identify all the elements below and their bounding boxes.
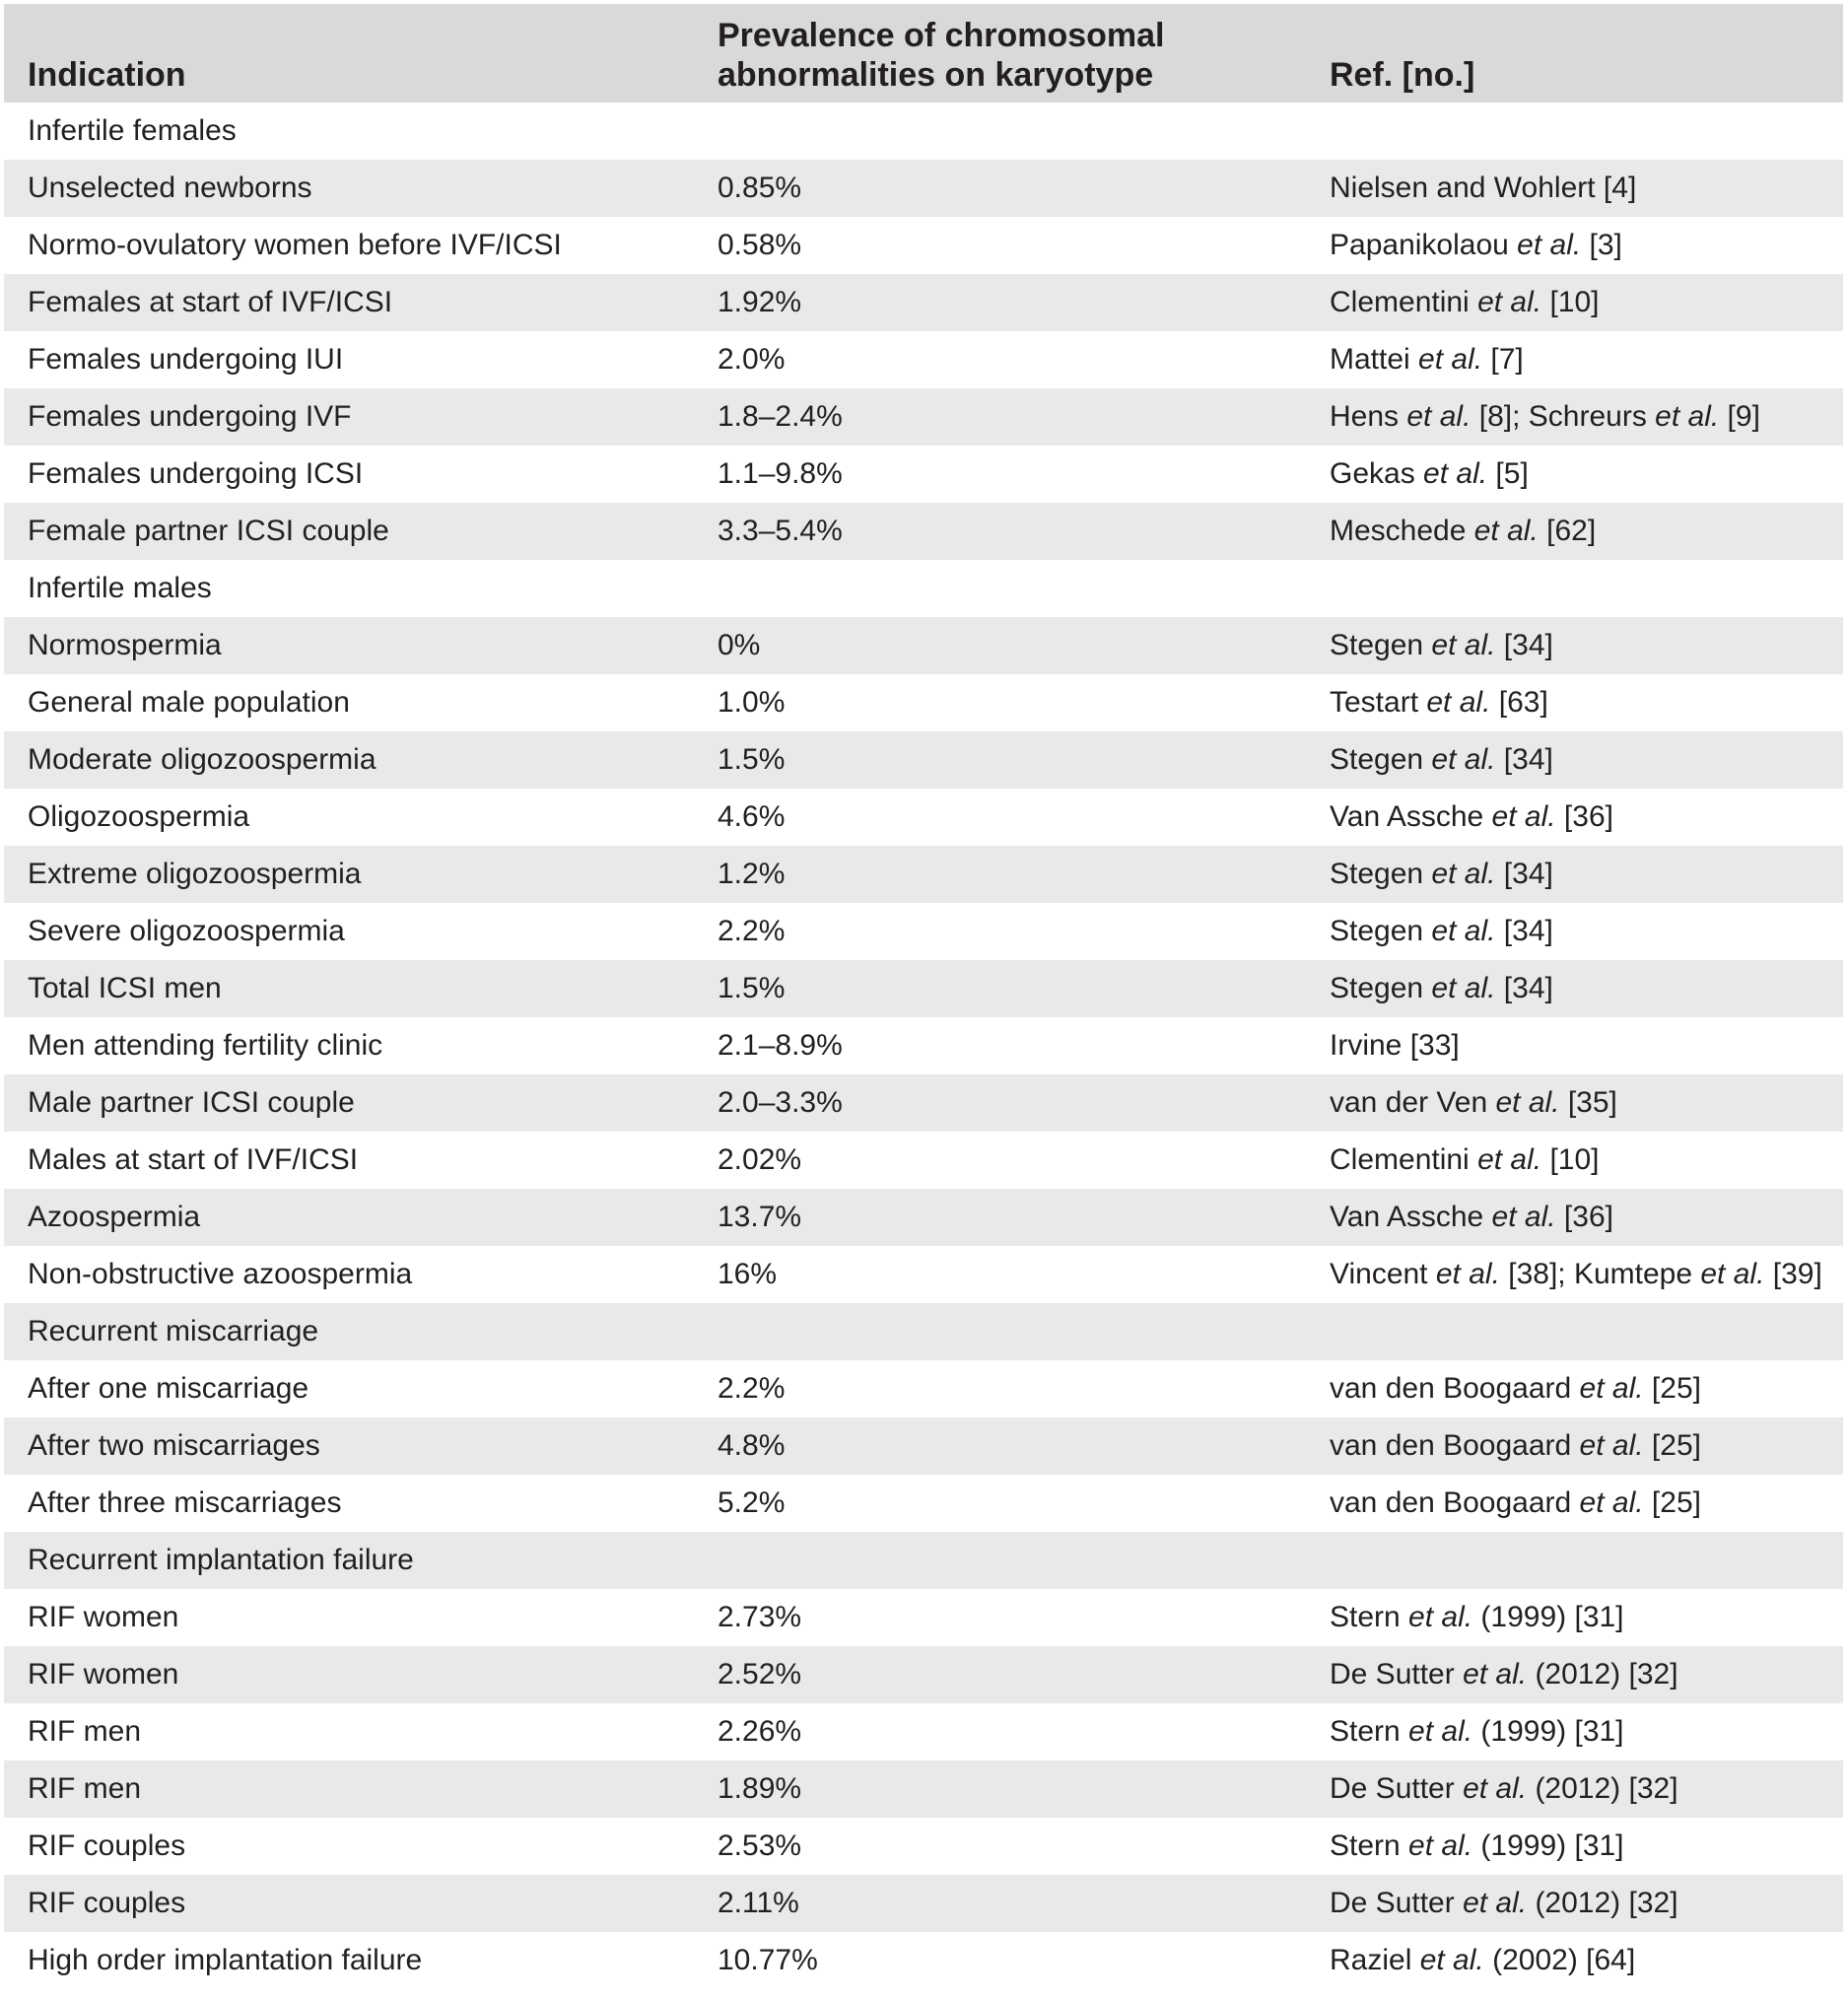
ref-text: Nielsen and Wohlert [4] xyxy=(1330,172,1637,204)
indication-cell: RIF men xyxy=(28,1772,142,1805)
ref-cell xyxy=(1306,160,1843,217)
ref-text: Clementini xyxy=(1330,286,1478,318)
indication-cell: Females undergoing IVF xyxy=(28,400,352,433)
ref-cell xyxy=(1306,789,1843,846)
ref-text: [7] xyxy=(1482,343,1524,376)
header-prevalence: Prevalence of chromosomal abnormalities on karyotype xyxy=(718,17,1165,94)
ref-text: Stern xyxy=(1330,1601,1409,1633)
ref-text: Van Assche xyxy=(1330,800,1492,833)
prevalence-cell: 2.0% xyxy=(718,343,786,376)
ref-text: [3] xyxy=(1581,229,1622,261)
section-label: Infertile males xyxy=(28,572,212,604)
prevalence-cell: 16% xyxy=(718,1258,778,1290)
ref-et-al: et al. xyxy=(1418,343,1483,376)
ref-et-al: et al. xyxy=(1491,800,1556,833)
ref-et-al: et al. xyxy=(1491,1201,1556,1233)
table-row xyxy=(4,1189,1843,1246)
ref-text: (2002) [64] xyxy=(1483,1944,1636,1976)
ref-text: [25] xyxy=(1643,1372,1701,1405)
ref-et-al: et al. xyxy=(1431,915,1496,947)
ref-cell xyxy=(1306,103,1843,160)
ref-et-al: et al. xyxy=(1655,400,1720,433)
ref-text: [34] xyxy=(1495,743,1553,776)
prevalence-cell: 1.92% xyxy=(718,286,802,318)
section-label: Recurrent miscarriage xyxy=(28,1315,319,1347)
ref-text: Raziel xyxy=(1330,1944,1420,1976)
indication-cell: Normo-ovulatory women before IVF/ICSI xyxy=(28,229,562,261)
indication-cell: RIF couples xyxy=(28,1887,186,1919)
ref-cell xyxy=(1306,1932,1843,1989)
indication-cell: RIF men xyxy=(28,1715,142,1748)
ref-cell xyxy=(1306,1246,1843,1303)
ref-cell xyxy=(1306,1303,1843,1360)
ref-text: van der Ven xyxy=(1330,1086,1496,1119)
indication-cell: Extreme oligozoospermia xyxy=(28,858,362,890)
ref-text: (1999) [31] xyxy=(1472,1829,1624,1862)
ref-cell xyxy=(1306,1818,1843,1875)
indication-cell: Severe oligozoospermia xyxy=(28,915,345,947)
prevalence-cell: 3.3–5.4% xyxy=(718,515,843,547)
indication-cell: Moderate oligozoospermia xyxy=(28,743,376,776)
table-row xyxy=(4,960,1843,1017)
indication-cell: Males at start of IVF/ICSI xyxy=(28,1143,359,1176)
ref-text: Gekas xyxy=(1330,457,1424,490)
ref-cell xyxy=(1306,1589,1843,1646)
ref-text: Stern xyxy=(1330,1829,1409,1862)
header-indication: Indication xyxy=(28,56,186,94)
table-section-row xyxy=(4,560,1843,617)
table-section-row xyxy=(4,1303,1843,1360)
ref-cell xyxy=(1306,1189,1843,1246)
prevalence-cell: 1.5% xyxy=(718,972,786,1004)
ref-et-al: et al. xyxy=(1431,972,1496,1004)
ref-text: (2012) [32] xyxy=(1527,1658,1678,1690)
ref-text: [63] xyxy=(1490,686,1548,719)
ref-et-al: et al. xyxy=(1419,1944,1484,1976)
table-row xyxy=(4,903,1843,960)
indication-cell: Unselected newborns xyxy=(28,172,312,204)
ref-et-al: et al. xyxy=(1477,286,1542,318)
prevalence-cell: 2.53% xyxy=(718,1829,802,1862)
ref-cell xyxy=(1306,1532,1843,1589)
karyotype-prevalence-table-container xyxy=(4,4,1843,1989)
ref-text: [34] xyxy=(1495,972,1553,1004)
ref-cell xyxy=(1306,960,1843,1017)
indication-cell: General male population xyxy=(28,686,350,719)
prevalence-cell xyxy=(694,1532,1306,1589)
indication-cell: Non-obstructive azoospermia xyxy=(28,1258,413,1290)
prevalence-cell: 2.26% xyxy=(718,1715,802,1748)
table-header-row xyxy=(4,4,1843,103)
prevalence-cell: 2.1–8.9% xyxy=(718,1029,843,1062)
ref-text: [25] xyxy=(1643,1429,1701,1462)
ref-et-al: et al. xyxy=(1431,629,1496,661)
ref-text: Papanikolaou xyxy=(1330,229,1518,261)
ref-et-al: et al. xyxy=(1473,515,1539,547)
table-row xyxy=(4,1074,1843,1132)
ref-text: van den Boogaard xyxy=(1330,1429,1580,1462)
prevalence-cell: 2.2% xyxy=(718,915,786,947)
ref-text: Stegen xyxy=(1330,858,1432,890)
table-row xyxy=(4,1818,1843,1875)
prevalence-cell: 13.7% xyxy=(718,1201,802,1233)
ref-cell xyxy=(1306,617,1843,674)
ref-text: Stern xyxy=(1330,1715,1409,1748)
ref-cell xyxy=(1306,903,1843,960)
ref-cell xyxy=(1306,1875,1843,1932)
table-row xyxy=(4,1417,1843,1475)
prevalence-cell: 1.2% xyxy=(718,858,786,890)
ref-text: Clementini xyxy=(1330,1143,1478,1176)
section-label: Recurrent implantation failure xyxy=(28,1544,414,1576)
indication-cell: Male partner ICSI couple xyxy=(28,1086,355,1119)
ref-text: [8]; Schreurs xyxy=(1471,400,1656,433)
ref-text: [10] xyxy=(1541,286,1600,318)
ref-cell xyxy=(1306,274,1843,331)
ref-et-al: et al. xyxy=(1463,1658,1528,1690)
ref-cell xyxy=(1306,1132,1843,1189)
prevalence-cell: 2.02% xyxy=(718,1143,802,1176)
table-row xyxy=(4,1932,1843,1989)
ref-text: [34] xyxy=(1495,858,1553,890)
prevalence-cell: 1.0% xyxy=(718,686,786,719)
ref-text: [35] xyxy=(1559,1086,1617,1119)
ref-et-al: et al. xyxy=(1406,400,1472,433)
indication-cell: RIF women xyxy=(28,1658,179,1690)
table-row xyxy=(4,1646,1843,1703)
prevalence-cell: 1.89% xyxy=(718,1772,802,1805)
prevalence-cell xyxy=(694,103,1306,160)
ref-text: Stegen xyxy=(1330,972,1432,1004)
ref-text: van den Boogaard xyxy=(1330,1372,1580,1405)
indication-cell: High order implantation failure xyxy=(28,1944,423,1976)
indication-cell: After two miscarriages xyxy=(28,1429,320,1462)
ref-et-al: et al. xyxy=(1579,1372,1644,1405)
ref-et-al: et al. xyxy=(1408,1601,1473,1633)
prevalence-cell xyxy=(694,560,1306,617)
indication-cell: After one miscarriage xyxy=(28,1372,309,1405)
ref-text: van den Boogaard xyxy=(1330,1486,1580,1519)
indication-cell: Females at start of IVF/ICSI xyxy=(28,286,393,318)
prevalence-cell: 0% xyxy=(718,629,761,661)
table-row xyxy=(4,331,1843,388)
ref-cell xyxy=(1306,1646,1843,1703)
ref-et-al: et al. xyxy=(1463,1772,1528,1805)
ref-cell xyxy=(1306,1017,1843,1074)
ref-cell xyxy=(1306,1360,1843,1417)
prevalence-cell: 5.2% xyxy=(718,1486,786,1519)
prevalence-cell: 4.6% xyxy=(718,800,786,833)
ref-et-al: et al. xyxy=(1426,686,1491,719)
ref-cell xyxy=(1306,331,1843,388)
ref-cell xyxy=(1306,1475,1843,1532)
table-row xyxy=(4,388,1843,446)
ref-cell xyxy=(1306,846,1843,903)
ref-text: Stegen xyxy=(1330,743,1432,776)
ref-text: [34] xyxy=(1495,629,1553,661)
ref-cell xyxy=(1306,1760,1843,1818)
table-row xyxy=(4,446,1843,503)
indication-cell: RIF couples xyxy=(28,1829,186,1862)
ref-text: (2012) [32] xyxy=(1527,1887,1678,1919)
table-row xyxy=(4,1246,1843,1303)
ref-et-al: et al. xyxy=(1435,1258,1500,1290)
ref-cell xyxy=(1306,674,1843,731)
ref-text: [25] xyxy=(1643,1486,1701,1519)
ref-text: [5] xyxy=(1487,457,1529,490)
ref-text: [9] xyxy=(1719,400,1760,433)
ref-cell xyxy=(1306,503,1843,560)
ref-et-al: et al. xyxy=(1463,1887,1528,1919)
ref-text: Testart xyxy=(1330,686,1427,719)
indication-cell: Total ICSI men xyxy=(28,972,222,1004)
indication-cell: Men attending fertility clinic xyxy=(28,1029,383,1062)
indication-cell: Oligozoospermia xyxy=(28,800,250,833)
ref-text: [39] xyxy=(1764,1258,1822,1290)
ref-text: (2012) [32] xyxy=(1527,1772,1678,1805)
prevalence-cell: 2.0–3.3% xyxy=(718,1086,843,1119)
indication-cell: Females undergoing ICSI xyxy=(28,457,364,490)
ref-text: Irvine [33] xyxy=(1330,1029,1460,1062)
table-row xyxy=(4,274,1843,331)
ref-text: [62] xyxy=(1538,515,1597,547)
ref-cell xyxy=(1306,1074,1843,1132)
ref-et-al: et al. xyxy=(1495,1086,1560,1119)
header-ref: Ref. [no.] xyxy=(1330,56,1475,94)
ref-cell xyxy=(1306,446,1843,503)
table-row xyxy=(4,846,1843,903)
table-row xyxy=(4,1703,1843,1760)
table-row xyxy=(4,789,1843,846)
table-row xyxy=(4,674,1843,731)
prevalence-cell: 10.77% xyxy=(718,1944,818,1976)
ref-text: Vincent xyxy=(1330,1258,1436,1290)
ref-text: [36] xyxy=(1555,1201,1613,1233)
ref-text: Stegen xyxy=(1330,915,1432,947)
ref-et-al: et al. xyxy=(1477,1143,1542,1176)
ref-text: [34] xyxy=(1495,915,1553,947)
ref-cell xyxy=(1306,217,1843,274)
prevalence-cell: 2.11% xyxy=(718,1887,799,1919)
prevalence-cell: 4.8% xyxy=(718,1429,786,1462)
ref-cell xyxy=(1306,1703,1843,1760)
ref-et-al: et al. xyxy=(1579,1429,1644,1462)
ref-text: Van Assche xyxy=(1330,1201,1492,1233)
ref-cell xyxy=(1306,731,1843,789)
table-row xyxy=(4,1017,1843,1074)
table-row xyxy=(4,1875,1843,1932)
table-body xyxy=(4,103,1843,1989)
ref-et-al: et al. xyxy=(1408,1715,1473,1748)
table-section-row xyxy=(4,1532,1843,1589)
ref-text: Meschede xyxy=(1330,515,1474,547)
prevalence-cell: 2.52% xyxy=(718,1658,802,1690)
ref-text: Stegen xyxy=(1330,629,1432,661)
prevalence-cell: 1.1–9.8% xyxy=(718,457,843,490)
prevalence-cell xyxy=(694,1303,1306,1360)
table-row xyxy=(4,731,1843,789)
prevalence-cell: 2.2% xyxy=(718,1372,786,1405)
ref-et-al: et al. xyxy=(1517,229,1582,261)
ref-et-al: et al. xyxy=(1423,457,1488,490)
table-row xyxy=(4,1589,1843,1646)
ref-text: Mattei xyxy=(1330,343,1419,376)
table-row xyxy=(4,1360,1843,1417)
ref-text: De Sutter xyxy=(1330,1887,1464,1919)
ref-text: [36] xyxy=(1555,800,1613,833)
ref-text: De Sutter xyxy=(1330,1772,1464,1805)
ref-text: (1999) [31] xyxy=(1472,1715,1624,1748)
ref-text: [10] xyxy=(1541,1143,1600,1176)
ref-et-al: et al. xyxy=(1431,743,1496,776)
ref-et-al: et al. xyxy=(1700,1258,1765,1290)
ref-cell xyxy=(1306,560,1843,617)
karyotype-prevalence-table xyxy=(4,4,1843,1989)
indication-cell: Azoospermia xyxy=(28,1201,201,1233)
table-row xyxy=(4,1760,1843,1818)
prevalence-cell: 1.8–2.4% xyxy=(718,400,843,433)
table-row xyxy=(4,217,1843,274)
prevalence-cell: 2.73% xyxy=(718,1601,802,1633)
table-row xyxy=(4,617,1843,674)
prevalence-cell: 0.58% xyxy=(718,229,802,261)
ref-et-al: et al. xyxy=(1431,858,1496,890)
table-row xyxy=(4,1132,1843,1189)
section-label: Infertile females xyxy=(28,114,237,147)
prevalence-cell: 0.85% xyxy=(718,172,802,204)
ref-et-al: et al. xyxy=(1579,1486,1644,1519)
table-row xyxy=(4,503,1843,560)
indication-cell: After three miscarriages xyxy=(28,1486,342,1519)
ref-et-al: et al. xyxy=(1408,1829,1473,1862)
ref-text: (1999) [31] xyxy=(1472,1601,1624,1633)
table-row xyxy=(4,1475,1843,1532)
prevalence-cell: 1.5% xyxy=(718,743,786,776)
table-section-row xyxy=(4,103,1843,160)
ref-text: Hens xyxy=(1330,400,1407,433)
indication-cell: Female partner ICSI couple xyxy=(28,515,389,547)
indication-cell: Normospermia xyxy=(28,629,222,661)
ref-text: [38]; Kumtepe xyxy=(1499,1258,1701,1290)
table-row xyxy=(4,160,1843,217)
indication-cell: Females undergoing IUI xyxy=(28,343,344,376)
ref-cell xyxy=(1306,388,1843,446)
indication-cell: RIF women xyxy=(28,1601,179,1633)
ref-text: De Sutter xyxy=(1330,1658,1464,1690)
ref-cell xyxy=(1306,1417,1843,1475)
